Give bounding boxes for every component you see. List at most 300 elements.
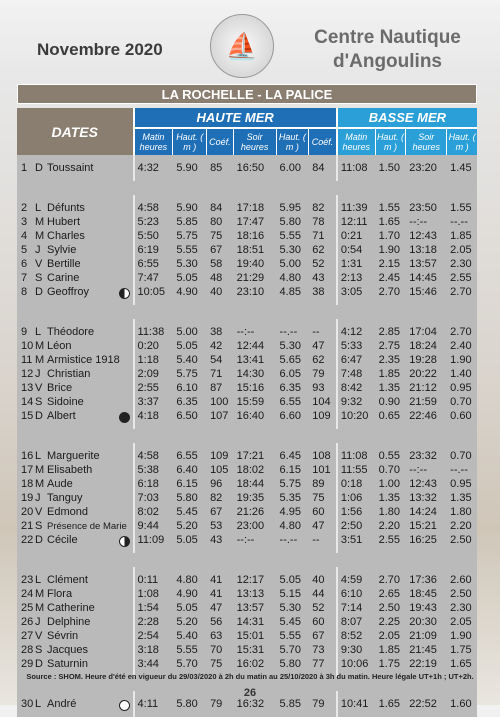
low-height-evening-cell: 1.65	[447, 657, 477, 671]
low-morning-cell: 4:12	[338, 325, 376, 339]
high-height-cell: 5.90	[173, 161, 207, 175]
saint-name: Armistice 1918	[47, 354, 120, 366]
coef-evening-cell: 62	[309, 353, 338, 367]
high-height-cell: 5.05	[173, 339, 207, 353]
saint-name: Albert	[47, 409, 76, 422]
high-height-evening-cell: 5.75	[277, 477, 310, 491]
date-cell	[17, 615, 135, 629]
saint-name: Défunts	[47, 202, 85, 214]
saint-name: Brice	[47, 382, 73, 394]
low-morning-cell: 3:51	[338, 533, 376, 547]
low-evening-cell: 17:36	[406, 573, 447, 587]
low-height-cell: 2.55	[376, 533, 407, 547]
low-height-evening-cell: 1.40	[447, 367, 477, 381]
day-number: 10	[21, 340, 34, 352]
high-morning-cell: 4:18	[135, 409, 174, 423]
coef-evening-cell: 71	[309, 229, 338, 243]
high-height-cell: 5.80	[173, 491, 207, 505]
high-morning-cell: 1:18	[135, 353, 174, 367]
table-row	[17, 643, 477, 657]
low-evening-cell: 23:20	[406, 161, 447, 175]
high-morning-cell: 1:08	[135, 587, 174, 601]
low-height-cell: 2.65	[376, 587, 407, 601]
date-cell	[17, 367, 135, 381]
high-height-evening-cell: 6.55	[277, 395, 310, 409]
low-height-evening-cell: 0.70	[447, 449, 477, 463]
coef-evening-cell: 47	[309, 519, 338, 533]
low-evening-cell: 21:12	[406, 381, 447, 395]
low-morning-cell: 10:41	[338, 697, 376, 711]
weekday-letter: D	[35, 409, 43, 422]
day-number: 7	[21, 272, 28, 284]
low-height-evening-cell: 2.70	[447, 325, 477, 339]
high-morning-cell: 2:54	[135, 629, 174, 643]
table-row	[17, 243, 477, 257]
coef-cell: 105	[207, 463, 234, 477]
coef-evening-cell: 79	[309, 697, 338, 711]
saint-name: Aude	[47, 478, 73, 490]
day-number: 2	[21, 202, 28, 214]
high-evening-cell: 15:59	[234, 395, 277, 409]
low-height-evening-cell: 0.60	[447, 409, 477, 423]
low-morning-cell: 9:30	[338, 643, 376, 657]
low-height-evening-cell: 2.20	[447, 519, 477, 533]
high-morning-cell: 5:38	[135, 463, 174, 477]
coef-evening-cell: --	[309, 533, 338, 547]
date-cell	[17, 491, 135, 505]
low-height-cell: 0.90	[376, 395, 407, 409]
low-height-cell: 1.35	[376, 381, 407, 395]
high-morning-cell: 2:28	[135, 615, 174, 629]
high-evening-cell: 18:51	[234, 243, 277, 257]
high-morning-cell: 7:47	[135, 271, 174, 285]
high-height-evening-cell: 6.60	[277, 409, 310, 423]
low-height-evening-cell: 1.60	[447, 697, 477, 711]
weekday-letter: D	[35, 162, 43, 174]
low-morning-cell: 1:56	[338, 505, 376, 519]
low-morning-cell: 11:55	[338, 463, 376, 477]
high-height-cell: 5.55	[173, 243, 207, 257]
low-height-cell: 1.85	[376, 643, 407, 657]
high-height-cell: 6.50	[173, 409, 207, 423]
coef-evening-cell: 109	[309, 409, 338, 423]
saint-name: Sévrin	[47, 630, 79, 642]
high-evening-cell: 18:16	[234, 229, 277, 243]
table-row	[17, 325, 477, 339]
date-cell	[17, 533, 135, 547]
low-evening-cell: 20:22	[406, 367, 447, 381]
saint-name: Sylvie	[47, 244, 77, 256]
high-evening-cell: 13:13	[234, 587, 277, 601]
date-cell	[17, 697, 135, 711]
high-evening-cell: 16:02	[234, 657, 277, 671]
table-row	[17, 533, 477, 547]
high-height-cell: 5.80	[173, 697, 207, 711]
coef-evening-cell: 73	[309, 643, 338, 657]
low-height-cell: 0.70	[376, 463, 407, 477]
day-number: 20	[21, 506, 34, 518]
high-height-evening-cell: 5.30	[277, 243, 310, 257]
table-row	[17, 601, 477, 615]
high-height-evening-cell: 5.35	[277, 491, 310, 505]
low-evening-cell: 15:21	[406, 519, 447, 533]
day-number: 13	[21, 382, 34, 394]
low-height-cell: 1.70	[376, 229, 407, 243]
high-evening-cell: 17:21	[234, 449, 277, 463]
weekday-letter: S	[35, 520, 43, 532]
low-evening-cell: 13:32	[406, 491, 447, 505]
weekday-letter: M	[35, 478, 45, 490]
high-evening-cell: 12:44	[234, 339, 277, 353]
coef-cell: 79	[207, 697, 234, 711]
low-evening-cell: 20:30	[406, 615, 447, 629]
high-evening-cell: 15:16	[234, 381, 277, 395]
low-morning-cell: 6:47	[338, 353, 376, 367]
coef-cell: 56	[207, 615, 234, 629]
low-height-evening-cell: 1.85	[447, 229, 477, 243]
high-evening-cell: 17:18	[234, 201, 277, 215]
month-title: Novembre 2020	[37, 40, 163, 59]
coef-evening-cell: 43	[309, 271, 338, 285]
weekday-letter: D	[35, 533, 43, 546]
sailboat-logo-icon: ⛵	[225, 30, 259, 61]
saint-name: Sidoine	[47, 396, 84, 408]
date-cell	[17, 381, 135, 395]
coef-cell: 41	[207, 573, 234, 587]
day-number: 9	[21, 326, 28, 338]
high-morning-cell: 11:38	[135, 325, 174, 339]
low-morning-cell: 1:06	[338, 491, 376, 505]
moon-phase-icon	[119, 536, 130, 547]
coef-cell: 75	[207, 657, 234, 671]
high-height-evening-cell: 5.45	[277, 615, 310, 629]
high-height-evening-cell: 4.80	[277, 271, 310, 285]
table-row	[17, 161, 477, 175]
low-morning-cell: 12:11	[338, 215, 376, 229]
day-number: 26	[21, 616, 34, 628]
high-height-evening-cell: 5.80	[277, 657, 310, 671]
day-number: 4	[21, 230, 28, 242]
col-low-height-evening: Haut. ( m )	[447, 129, 477, 155]
high-morning-cell: 1:54	[135, 601, 174, 615]
coef-cell: 54	[207, 353, 234, 367]
coef-evening-cell: 108	[309, 449, 338, 463]
table-row	[17, 491, 477, 505]
high-morning-cell: 11:09	[135, 533, 174, 547]
weekday-letter: J	[35, 492, 41, 504]
day-number: 1	[21, 162, 28, 174]
date-cell	[17, 285, 135, 299]
high-height-evening-cell: 5.65	[277, 353, 310, 367]
coef-evening-cell: 52	[309, 257, 338, 271]
low-height-cell: 2.35	[376, 353, 407, 367]
coef-evening-cell: 77	[309, 657, 338, 671]
coef-cell: 109	[207, 449, 234, 463]
table-row	[17, 505, 477, 519]
low-height-evening-cell: 1.80	[447, 505, 477, 519]
table-row	[17, 629, 477, 643]
date-cell	[17, 257, 135, 271]
coef-cell: 71	[207, 367, 234, 381]
day-number: 12	[21, 368, 34, 380]
high-height-evening-cell: 6.15	[277, 463, 310, 477]
weekday-letter: M	[35, 602, 45, 614]
low-height-cell: 1.50	[376, 161, 407, 175]
high-evening-cell: 17:47	[234, 215, 277, 229]
low-height-evening-cell: 2.50	[447, 533, 477, 547]
high-morning-cell: 0:20	[135, 339, 174, 353]
high-morning-cell: 2:55	[135, 381, 174, 395]
table-row	[17, 395, 477, 409]
high-morning-cell: 5:50	[135, 229, 174, 243]
low-height-evening-cell: 2.05	[447, 243, 477, 257]
coef-cell: 96	[207, 477, 234, 491]
saint-name: Edmond	[47, 506, 88, 518]
high-evening-cell: 18:02	[234, 463, 277, 477]
coef-cell: 85	[207, 161, 234, 175]
high-height-cell: 5.05	[173, 271, 207, 285]
weekday-letter: M	[35, 464, 45, 476]
saint-name: Christian	[47, 368, 91, 380]
low-evening-cell: 21:45	[406, 643, 447, 657]
high-height-evening-cell: 5.55	[277, 629, 310, 643]
table-row	[17, 477, 477, 491]
low-evening-cell: 19:43	[406, 601, 447, 615]
low-height-cell: 2.45	[376, 271, 407, 285]
high-height-cell: 5.75	[173, 367, 207, 381]
coef-cell: 70	[207, 643, 234, 657]
coef-cell: 75	[207, 229, 234, 243]
high-height-cell: 5.70	[173, 657, 207, 671]
high-height-cell: 4.80	[173, 573, 207, 587]
saint-name: Flora	[47, 588, 73, 600]
moon-phase-icon	[119, 412, 130, 423]
date-cell	[17, 477, 135, 491]
low-morning-cell: 10:20	[338, 409, 376, 423]
high-evening-cell: --:--	[234, 325, 277, 339]
low-evening-cell: 12:43	[406, 477, 447, 491]
coef-cell: 42	[207, 339, 234, 353]
high-height-cell: 4.90	[173, 285, 207, 299]
low-evening-cell: 14:45	[406, 271, 447, 285]
table-row	[17, 285, 477, 299]
col-low-evening: Soir heures	[406, 129, 447, 155]
high-height-cell: 6.40	[173, 463, 207, 477]
weekday-letter: V	[35, 630, 43, 642]
table-row	[17, 615, 477, 629]
low-evening-cell: 14:24	[406, 505, 447, 519]
coef-evening-cell: 82	[309, 201, 338, 215]
coef-evening-cell: 60	[309, 505, 338, 519]
date-cell	[17, 587, 135, 601]
low-morning-cell: 2:13	[338, 271, 376, 285]
high-height-cell: 5.00	[173, 325, 207, 339]
high-height-cell: 5.05	[173, 601, 207, 615]
high-evening-cell: 16:50	[234, 161, 277, 175]
low-evening-cell: --:--	[406, 215, 447, 229]
table-row	[17, 449, 477, 463]
low-height-evening-cell: 2.30	[447, 257, 477, 271]
high-height-cell: 6.35	[173, 395, 207, 409]
low-height-evening-cell: 1.90	[447, 353, 477, 367]
coef-evening-cell: 78	[309, 215, 338, 229]
high-evening-cell: 12:17	[234, 573, 277, 587]
low-evening-cell: 17:04	[406, 325, 447, 339]
saint-name: Marguerite	[47, 450, 100, 462]
table-row	[17, 271, 477, 285]
club-name-line1: Centre Nautique	[314, 27, 461, 48]
day-number: 15	[21, 409, 34, 422]
saint-name: Delphine	[47, 616, 91, 628]
low-height-evening-cell: 1.35	[447, 491, 477, 505]
low-evening-cell: 15:46	[406, 285, 447, 299]
high-morning-cell: 9:44	[135, 519, 174, 533]
high-morning-cell: 4:58	[135, 201, 174, 215]
coef-evening-cell: 101	[309, 463, 338, 477]
table-row	[17, 409, 477, 423]
low-height-cell: 1.80	[376, 505, 407, 519]
low-height-evening-cell: 1.45	[447, 161, 477, 175]
low-height-evening-cell: 2.40	[447, 339, 477, 353]
moon-phase-icon	[119, 700, 130, 711]
coef-cell: 80	[207, 215, 234, 229]
low-evening-cell: 18:45	[406, 587, 447, 601]
high-height-cell: 5.05	[173, 533, 207, 547]
high-evening-cell: 13:41	[234, 353, 277, 367]
low-height-evening-cell: 0.95	[447, 381, 477, 395]
low-height-cell: 2.50	[376, 601, 407, 615]
day-number: 8	[21, 285, 28, 298]
saint-name: Cécile	[47, 533, 78, 546]
col-high-evening: Soir heures	[234, 129, 277, 155]
low-tide-header: BASSE MER	[338, 108, 477, 129]
high-morning-cell: 7:03	[135, 491, 174, 505]
saint-name: Clément	[47, 574, 88, 586]
date-cell	[17, 449, 135, 463]
low-morning-cell: 0:18	[338, 477, 376, 491]
table-row	[17, 201, 477, 215]
coef-cell: 87	[207, 381, 234, 395]
low-evening-cell: 22:52	[406, 697, 447, 711]
high-height-cell: 5.55	[173, 643, 207, 657]
high-height-evening-cell: 5.80	[277, 215, 310, 229]
coef-evening-cell: 89	[309, 477, 338, 491]
low-height-cell: 1.35	[376, 491, 407, 505]
saint-name: Hubert	[47, 216, 81, 228]
low-height-cell: 2.05	[376, 629, 407, 643]
day-number: 5	[21, 244, 28, 256]
coef-evening-cell: 93	[309, 381, 338, 395]
high-evening-cell: 19:40	[234, 257, 277, 271]
col-coef: Coéf.	[207, 129, 234, 155]
date-cell	[17, 271, 135, 285]
high-height-cell: 6.15	[173, 477, 207, 491]
high-evening-cell: 16:40	[234, 409, 277, 423]
high-height-cell: 5.40	[173, 353, 207, 367]
high-morning-cell: 4:11	[135, 697, 174, 711]
low-evening-cell: 18:24	[406, 339, 447, 353]
low-morning-cell: 8:52	[338, 629, 376, 643]
weekday-letter: V	[35, 258, 43, 270]
club-name-line2: d'Angoulins	[333, 51, 442, 72]
coef-cell: 67	[207, 243, 234, 257]
dates-header: DATES	[17, 108, 135, 155]
high-evening-cell: 23:10	[234, 285, 277, 299]
coef-cell: 84	[207, 201, 234, 215]
low-morning-cell: 0:54	[338, 243, 376, 257]
high-height-evening-cell: 6.00	[277, 161, 310, 175]
low-height-cell: 2.70	[376, 285, 407, 299]
high-height-evening-cell: 5.00	[277, 257, 310, 271]
coef-cell: 63	[207, 629, 234, 643]
saint-name: Geoffroy	[47, 285, 89, 298]
day-number: 22	[21, 533, 34, 546]
high-morning-cell: 6:18	[135, 477, 174, 491]
high-morning-cell: 4:32	[135, 161, 174, 175]
low-height-evening-cell: 0.95	[447, 477, 477, 491]
high-evening-cell: --:--	[234, 533, 277, 547]
weekday-letter: J	[35, 616, 41, 628]
table-row	[17, 339, 477, 353]
coef-cell: 58	[207, 257, 234, 271]
date-cell	[17, 339, 135, 353]
coef-cell: 41	[207, 587, 234, 601]
low-evening-cell: --:--	[406, 463, 447, 477]
low-height-evening-cell: 2.30	[447, 601, 477, 615]
date-cell	[17, 325, 135, 339]
coef-evening-cell: 60	[309, 615, 338, 629]
high-evening-cell: 13:57	[234, 601, 277, 615]
high-height-cell: 5.20	[173, 519, 207, 533]
low-morning-cell: 1:31	[338, 257, 376, 271]
saint-name: Charles	[47, 230, 85, 242]
low-evening-cell: 23:32	[406, 449, 447, 463]
low-height-cell: 0.55	[376, 449, 407, 463]
saint-name: Saturnin	[47, 658, 88, 670]
coef-cell: 82	[207, 491, 234, 505]
coef-cell: 53	[207, 519, 234, 533]
saint-name: Tanguy	[47, 492, 83, 504]
low-height-evening-cell: 2.05	[447, 615, 477, 629]
coef-evening-cell: 40	[309, 573, 338, 587]
low-height-cell: 2.70	[376, 573, 407, 587]
high-evening-cell: 14:30	[234, 367, 277, 381]
low-height-cell: 1.55	[376, 201, 407, 215]
weekday-letter: M	[35, 588, 45, 600]
low-height-evening-cell: --.--	[447, 215, 477, 229]
high-evening-cell: 15:31	[234, 643, 277, 657]
high-height-cell: 6.55	[173, 449, 207, 463]
weekday-letter: J	[35, 244, 41, 256]
date-cell	[17, 215, 135, 229]
coef-evening-cell: 104	[309, 395, 338, 409]
weekday-letter: S	[35, 644, 43, 656]
tide-rows	[17, 155, 477, 717]
high-height-cell: 5.45	[173, 505, 207, 519]
high-evening-cell: 21:29	[234, 271, 277, 285]
low-height-evening-cell: 0.70	[447, 395, 477, 409]
high-height-cell: 5.75	[173, 229, 207, 243]
low-evening-cell: 23:50	[406, 201, 447, 215]
high-height-evening-cell: 6.05	[277, 367, 310, 381]
day-number: 28	[21, 644, 34, 656]
low-morning-cell: 0:21	[338, 229, 376, 243]
high-morning-cell: 5:23	[135, 215, 174, 229]
club-name	[300, 26, 475, 74]
coef-evening-cell: 44	[309, 587, 338, 601]
day-number: 24	[21, 588, 34, 600]
low-height-cell: 2.75	[376, 339, 407, 353]
